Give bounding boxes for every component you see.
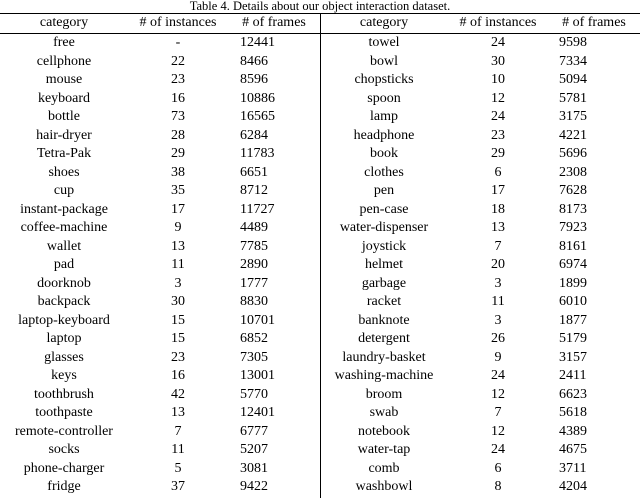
right-instances-cell: 6: [494, 164, 502, 180]
left-category-cell: instant-package: [20, 201, 108, 217]
table-row: [0, 330, 640, 349]
table-row: [0, 441, 640, 460]
table-row: [0, 164, 640, 183]
left-instances-cell: 11: [171, 257, 185, 272]
right-instances-cell: 30: [491, 53, 505, 69]
right-category-cell: headphone: [353, 127, 415, 143]
right-frames-cell: 7628: [559, 183, 587, 198]
right-instances-cell: 24: [491, 442, 505, 457]
right-frames-cell: 5618: [559, 405, 587, 420]
left-category-cell: laptop: [46, 331, 82, 346]
right-category-cell: pen: [373, 183, 395, 198]
left-category-cell: keyboard: [37, 90, 91, 106]
table-row: [0, 90, 640, 109]
right-frames-cell: 1899: [559, 275, 587, 291]
left-category-cell: cup: [53, 183, 75, 198]
left-category-cell: hair-dryer: [36, 127, 92, 143]
left-category-cell: shoes: [48, 164, 80, 180]
right-category-cell: racket: [366, 294, 402, 309]
right-instances-cell: 12: [491, 386, 505, 402]
right-frames-cell: 5781: [559, 90, 587, 106]
table-row: [0, 201, 640, 220]
left-instances-cell: 73: [171, 109, 185, 124]
left-instances-cell: 13: [171, 238, 185, 254]
right-category-cell: chopsticks: [354, 72, 414, 87]
left-category-cell: toothbrush: [34, 386, 94, 402]
left-frames-cell: 12441: [240, 35, 275, 50]
left-instances-cell: 29: [171, 146, 185, 161]
left-frames-cell: 5207: [240, 442, 268, 457]
table-row: [0, 423, 640, 442]
right-instances-cell: 3: [494, 275, 502, 291]
left-category-cell: remote-controller: [15, 423, 113, 439]
right-category-cell: washbowl: [355, 479, 413, 494]
right-category-cell: lamp: [370, 109, 398, 124]
table-row: [0, 367, 640, 386]
right-instances-cell: 24: [491, 368, 505, 383]
left-instances-cell: 28: [171, 127, 185, 143]
table-row: [0, 460, 640, 479]
right-category-cell: spoon: [367, 90, 401, 106]
left-frames-cell: 13001: [240, 368, 275, 383]
left-category-cell: toothpaste: [35, 405, 93, 420]
left-frames-cell: 16565: [240, 109, 275, 124]
right-instances-cell: 10: [491, 72, 505, 87]
right-frames-cell: 4389: [559, 423, 587, 439]
right-category-cell: broom: [365, 386, 403, 402]
right-category-cell: laundry-basket: [342, 349, 426, 365]
right-frames-cell: 6623: [559, 386, 587, 402]
left-frames-cell: 5770: [240, 386, 268, 402]
left-frames-cell: 12401: [240, 405, 275, 420]
left-instances-cell: 15: [171, 331, 185, 346]
left-frames-cell: 10701: [240, 312, 275, 328]
left-frames-cell: 10886: [240, 90, 275, 106]
right-category-cell: pen-case: [359, 201, 409, 217]
left-frames-cell: 11727: [240, 201, 275, 217]
right-instances-cell: 20: [491, 257, 505, 272]
right-frames-cell: 7334: [559, 53, 587, 69]
left-instances-cell: 11: [171, 442, 185, 457]
right-category-cell: water-dispenser: [339, 220, 429, 235]
left-category-cell: socks: [48, 442, 80, 457]
table-row: [0, 312, 640, 331]
left-frames-cell: 8712: [240, 183, 268, 198]
left-category-cell: free: [53, 35, 75, 50]
left-frames-cell: 8596: [240, 72, 268, 87]
right-category-cell: joystick: [361, 238, 407, 254]
right-frames-cell: 8161: [559, 238, 587, 254]
right-category-cell: bowl: [370, 53, 398, 69]
left-instances-cell: 38: [171, 164, 185, 180]
header-category-left: category: [39, 15, 89, 30]
table-row: [0, 53, 640, 72]
right-instances-cell: 13: [491, 220, 505, 235]
table-caption: Table 4. Details about our object interaction dataset.: [189, 0, 451, 13]
left-instances-cell: 13: [171, 405, 185, 420]
right-category-cell: book: [370, 146, 398, 161]
right-instances-cell: 7: [494, 405, 502, 420]
right-category-cell: banknote: [358, 312, 410, 328]
right-instances-cell: 11: [491, 294, 505, 309]
header-frames-right: # of frames: [562, 15, 626, 30]
header-row: [0, 14, 640, 33]
right-instances-cell: 8: [494, 479, 502, 494]
right-frames-cell: 4675: [559, 442, 587, 457]
left-instances-cell: -: [175, 35, 181, 50]
right-frames-cell: 3175: [559, 109, 587, 124]
left-frames-cell: 6777: [240, 423, 268, 439]
right-category-cell: helmet: [364, 257, 404, 272]
left-instances-cell: 22: [171, 53, 185, 69]
table-row: [0, 238, 640, 257]
left-instances-cell: 7: [174, 423, 182, 439]
left-instances-cell: 30: [171, 294, 185, 309]
table-row: [0, 145, 640, 164]
right-category-cell: towel: [368, 35, 400, 50]
left-category-cell: doorknob: [37, 275, 91, 291]
table-row: [0, 293, 640, 312]
table-row: [0, 219, 640, 238]
left-category-cell: fridge: [47, 479, 81, 494]
left-category-cell: glasses: [44, 349, 84, 365]
table-row: [0, 108, 640, 127]
right-instances-cell: 24: [491, 109, 505, 124]
left-category-cell: pad: [53, 257, 75, 272]
left-instances-cell: 15: [171, 312, 185, 328]
left-frames-cell: 2890: [240, 257, 268, 272]
right-frames-cell: 9598: [559, 35, 587, 50]
left-category-cell: laptop-keyboard: [18, 312, 110, 328]
left-frames-cell: 1777: [240, 275, 268, 291]
right-frames-cell: 3711: [559, 460, 587, 476]
left-category-cell: phone-charger: [23, 460, 105, 476]
right-category-cell: garbage: [361, 275, 407, 291]
right-instances-cell: 29: [491, 146, 505, 161]
right-frames-cell: 2308: [559, 164, 587, 180]
right-instances-cell: 17: [491, 183, 505, 198]
table-row: [0, 404, 640, 423]
table-row: [0, 386, 640, 405]
left-category-cell: Tetra-Pak: [36, 146, 92, 161]
left-frames-cell: 4489: [240, 220, 268, 235]
left-frames-cell: 6651: [240, 164, 268, 180]
right-frames-cell: 2411: [559, 368, 587, 383]
left-frames-cell: 9422: [240, 479, 268, 494]
table-row: [0, 127, 640, 146]
right-frames-cell: 6010: [559, 294, 587, 309]
right-instances-cell: 6: [494, 460, 502, 476]
left-category-cell: backpack: [37, 294, 91, 309]
left-instances-cell: 16: [171, 368, 185, 383]
left-frames-cell: 7785: [240, 238, 268, 254]
right-instances-cell: 18: [491, 201, 505, 217]
left-frames-cell: 8830: [240, 294, 268, 309]
right-frames-cell: 5696: [559, 146, 587, 161]
table-row: [0, 478, 640, 497]
right-category-cell: washing-machine: [334, 368, 434, 383]
right-category-cell: water-tap: [357, 442, 411, 457]
table-row: [0, 34, 640, 53]
left-frames-cell: 6852: [240, 331, 268, 346]
left-instances-cell: 9: [174, 220, 182, 235]
left-instances-cell: 35: [171, 183, 185, 198]
right-instances-cell: 24: [491, 35, 505, 50]
right-instances-cell: 23: [491, 127, 505, 143]
left-frames-cell: 3081: [240, 460, 268, 476]
left-instances-cell: 16: [171, 90, 185, 106]
left-frames-cell: 11783: [240, 146, 275, 161]
right-instances-cell: 12: [491, 90, 505, 106]
left-instances-cell: 37: [171, 479, 185, 494]
left-category-cell: mouse: [45, 72, 83, 87]
right-frames-cell: 5179: [559, 331, 587, 346]
right-instances-cell: 7: [494, 238, 502, 254]
left-instances-cell: 5: [174, 460, 182, 476]
right-frames-cell: 6974: [559, 257, 587, 272]
left-instances-cell: 17: [171, 201, 185, 217]
table-row: [0, 256, 640, 275]
left-category-cell: wallet: [46, 238, 82, 254]
header-instances-right: # of instances: [459, 15, 537, 30]
right-category-cell: swab: [369, 405, 399, 420]
right-frames-cell: 1877: [559, 312, 587, 328]
left-category-cell: keys: [51, 368, 77, 383]
right-frames-cell: 7923: [559, 220, 587, 235]
left-instances-cell: 23: [171, 72, 185, 87]
right-instances-cell: 3: [494, 312, 502, 328]
left-category-cell: coffee-machine: [20, 220, 108, 235]
right-frames-cell: 3157: [559, 349, 587, 365]
right-instances-cell: 12: [491, 423, 505, 439]
header-frames-left: # of frames: [242, 15, 306, 30]
left-category-cell: cellphone: [36, 53, 92, 69]
right-frames-cell: 4221: [559, 127, 587, 143]
header-instances-left: # of instances: [139, 15, 217, 30]
right-category-cell: notebook: [357, 423, 411, 439]
table-row: [0, 349, 640, 368]
left-frames-cell: 8466: [240, 53, 268, 69]
left-category-cell: bottle: [48, 109, 80, 124]
right-instances-cell: 26: [491, 331, 505, 346]
left-instances-cell: 3: [174, 275, 182, 291]
left-instances-cell: 42: [171, 386, 185, 402]
left-frames-cell: 7305: [240, 349, 268, 365]
table-row: [0, 71, 640, 90]
table-row: [0, 275, 640, 294]
right-instances-cell: 9: [494, 349, 502, 365]
right-frames-cell: 4204: [559, 479, 587, 494]
right-frames-cell: 5094: [559, 72, 587, 87]
header-category-right: category: [359, 15, 409, 30]
right-category-cell: clothes: [364, 164, 404, 180]
right-frames-cell: 8173: [559, 201, 587, 217]
table-row: [0, 182, 640, 201]
left-instances-cell: 23: [171, 349, 185, 365]
left-frames-cell: 6284: [240, 127, 268, 143]
right-category-cell: comb: [368, 460, 400, 476]
right-category-cell: detergent: [358, 331, 410, 346]
